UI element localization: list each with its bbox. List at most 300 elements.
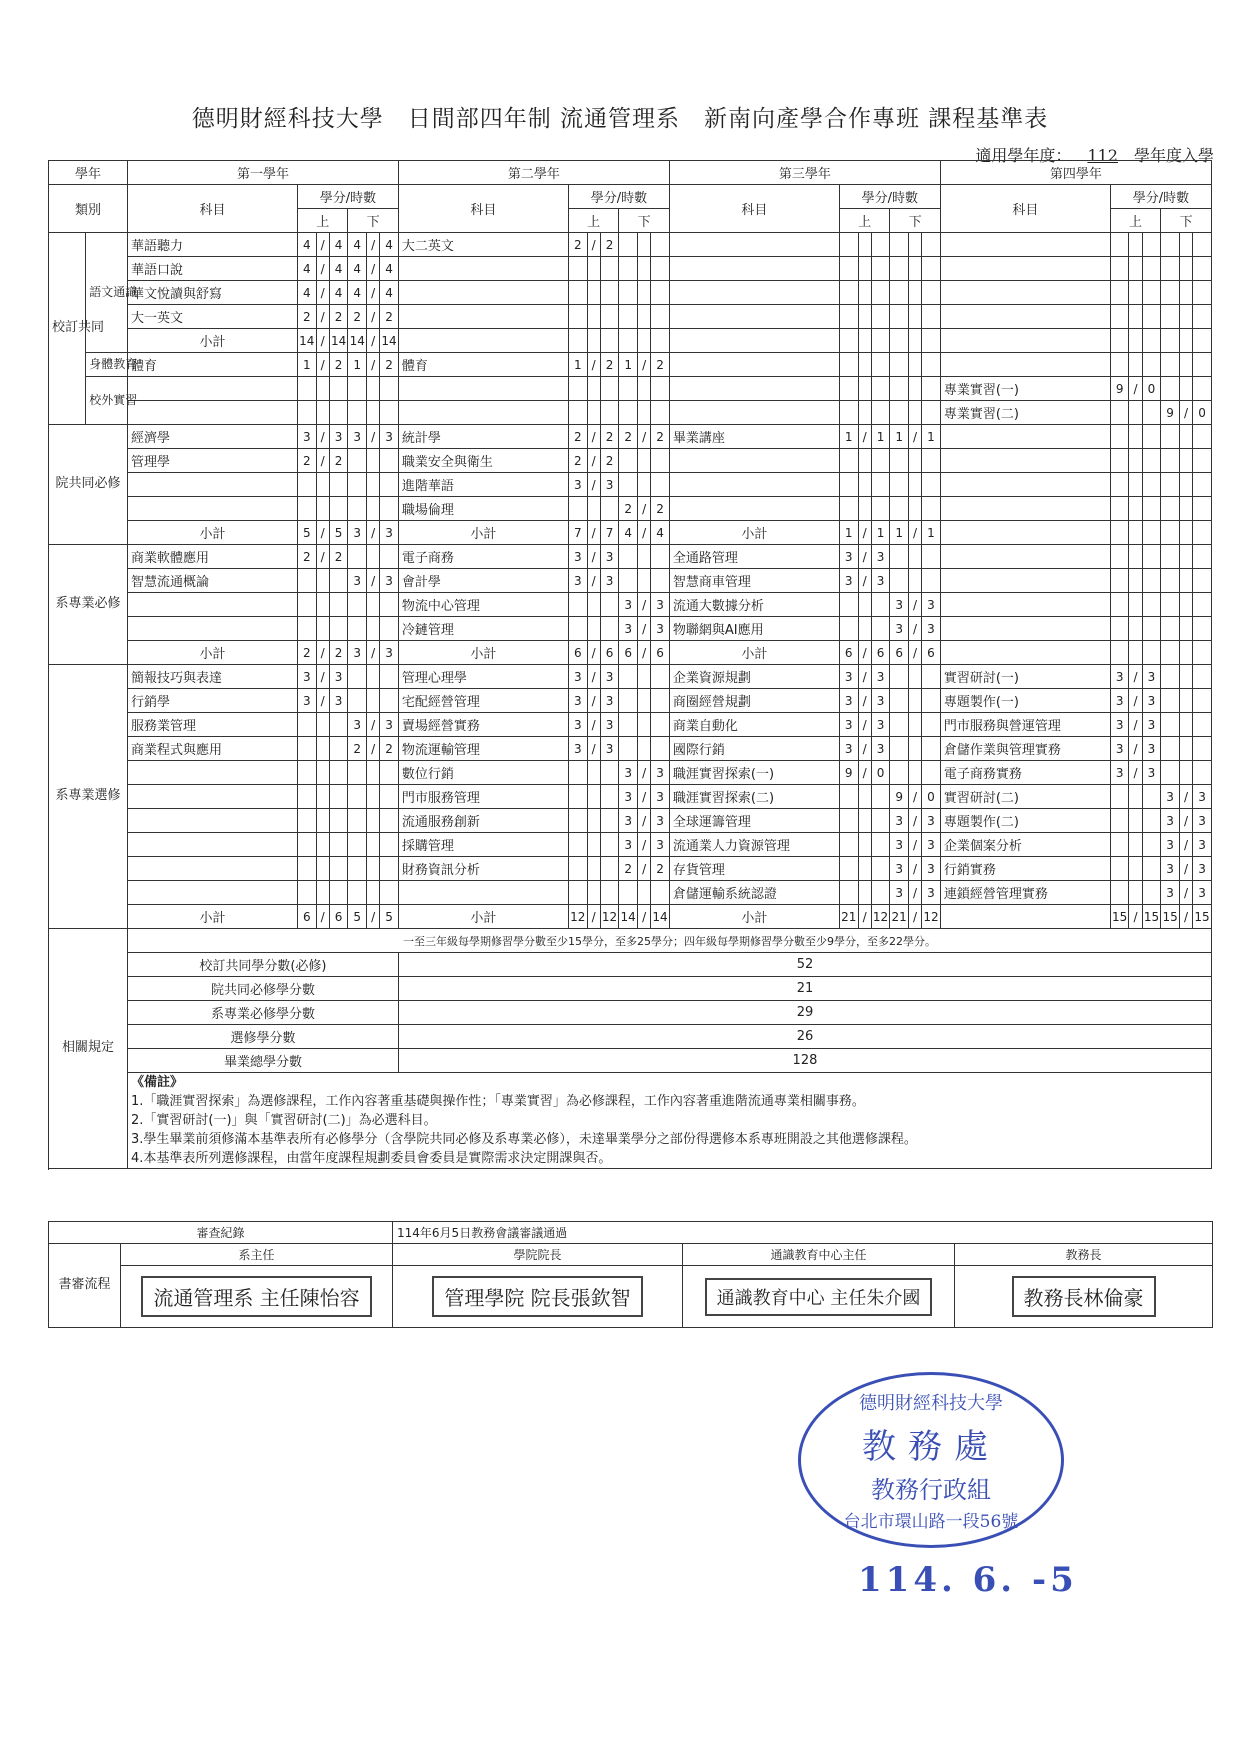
course-name: 進階華語 bbox=[398, 473, 568, 497]
hours-down: 3 bbox=[651, 833, 670, 857]
slash bbox=[908, 569, 921, 593]
course-name: 小計 bbox=[127, 521, 297, 545]
slash bbox=[1129, 641, 1142, 665]
credit-up: 1 bbox=[568, 353, 587, 377]
course-name bbox=[398, 329, 568, 353]
hours-down: 0 bbox=[1193, 401, 1212, 425]
credit-down bbox=[1161, 689, 1180, 713]
course-name bbox=[940, 281, 1110, 305]
credit-down bbox=[619, 473, 638, 497]
hours-up: 5 bbox=[329, 521, 348, 545]
review-process-label: 書審流程 bbox=[49, 1244, 121, 1328]
slash: / bbox=[587, 545, 600, 569]
slash: / bbox=[587, 737, 600, 761]
course-name bbox=[669, 329, 839, 353]
credit-down: 9 bbox=[1161, 401, 1180, 425]
hours-up bbox=[329, 785, 348, 809]
hours-up: 14 bbox=[329, 329, 348, 353]
hours-up bbox=[329, 833, 348, 857]
slash bbox=[1129, 857, 1142, 881]
course-name bbox=[940, 617, 1110, 641]
credit-up: 3 bbox=[568, 545, 587, 569]
credit-down bbox=[890, 233, 909, 257]
course-name: 經濟學 bbox=[127, 425, 297, 449]
credit-down bbox=[890, 401, 909, 425]
credit-up: 6 bbox=[839, 641, 858, 665]
slash bbox=[587, 305, 600, 329]
slash bbox=[587, 257, 600, 281]
credit-up bbox=[568, 281, 587, 305]
credit-down: 3 bbox=[890, 881, 909, 905]
slash bbox=[1129, 257, 1142, 281]
hours-down bbox=[1193, 713, 1212, 737]
slash bbox=[908, 665, 921, 689]
header-up: 上 bbox=[839, 209, 889, 233]
course-name: 門市服務與營運管理 bbox=[940, 713, 1110, 737]
course-name bbox=[127, 377, 297, 401]
course-name bbox=[669, 449, 839, 473]
credit-up bbox=[839, 497, 858, 521]
hours-down: 2 bbox=[651, 857, 670, 881]
slash bbox=[638, 737, 651, 761]
credit-down: 3 bbox=[348, 569, 367, 593]
hours-up: 7 bbox=[600, 521, 619, 545]
slash: / bbox=[858, 905, 871, 929]
slash bbox=[316, 377, 329, 401]
course-name: 實習研討(二) bbox=[940, 785, 1110, 809]
credit-up: 9 bbox=[1110, 377, 1129, 401]
slash bbox=[1179, 305, 1192, 329]
hours-up bbox=[871, 785, 890, 809]
slash bbox=[1129, 401, 1142, 425]
slash bbox=[638, 233, 651, 257]
course-name: 小計 bbox=[127, 905, 297, 929]
credit-up: 12 bbox=[568, 905, 587, 929]
hours-up: 2 bbox=[329, 641, 348, 665]
credit-up bbox=[1110, 809, 1129, 833]
credit-down bbox=[1161, 281, 1180, 305]
slash bbox=[858, 473, 871, 497]
credit-up bbox=[839, 785, 858, 809]
course-name: 連鎖經營管理實務 bbox=[940, 881, 1110, 905]
credit-down bbox=[1161, 305, 1180, 329]
credit-down bbox=[619, 713, 638, 737]
course-name: 小計 bbox=[669, 521, 839, 545]
slash bbox=[316, 737, 329, 761]
hours-down bbox=[1193, 257, 1212, 281]
hours-up: 4 bbox=[329, 281, 348, 305]
slash: / bbox=[1179, 809, 1192, 833]
course-name: 倉儲作業與管理實務 bbox=[940, 737, 1110, 761]
credit-up: 3 bbox=[297, 665, 316, 689]
hours-down bbox=[922, 353, 941, 377]
table-row bbox=[49, 473, 1212, 497]
credit-up: 3 bbox=[568, 737, 587, 761]
slash: / bbox=[587, 641, 600, 665]
hours-down: 3 bbox=[922, 833, 941, 857]
slash bbox=[1179, 641, 1192, 665]
credit-down bbox=[890, 761, 909, 785]
header-credit-hours: 學分/時數 bbox=[568, 185, 669, 209]
credit-up: 3 bbox=[1110, 665, 1129, 689]
rule-value: 29 bbox=[398, 1001, 1211, 1025]
credit-down: 21 bbox=[890, 905, 909, 929]
header-subject: 科目 bbox=[669, 185, 839, 233]
hours-down bbox=[651, 881, 670, 905]
slash bbox=[1129, 425, 1142, 449]
slash: / bbox=[638, 497, 651, 521]
slash bbox=[638, 665, 651, 689]
slash bbox=[638, 689, 651, 713]
hours-down bbox=[1193, 617, 1212, 641]
slash bbox=[908, 449, 921, 473]
credit-up: 4 bbox=[297, 257, 316, 281]
slash bbox=[587, 497, 600, 521]
hours-down: 2 bbox=[651, 497, 670, 521]
credit-down: 2 bbox=[348, 305, 367, 329]
table-row bbox=[49, 713, 1212, 737]
slash: / bbox=[316, 449, 329, 473]
course-name: 職場倫理 bbox=[398, 497, 568, 521]
course-name bbox=[669, 305, 839, 329]
slash bbox=[638, 473, 651, 497]
hours-down: 4 bbox=[380, 233, 399, 257]
credit-up: 21 bbox=[839, 905, 858, 929]
hours-up bbox=[1142, 449, 1161, 473]
hours-down bbox=[380, 497, 399, 521]
credit-down: 15 bbox=[1161, 905, 1180, 929]
hours-down: 14 bbox=[380, 329, 399, 353]
slash: / bbox=[858, 545, 871, 569]
slash bbox=[908, 401, 921, 425]
credit-up: 3 bbox=[839, 713, 858, 737]
slash: / bbox=[908, 425, 921, 449]
credit-down bbox=[1161, 521, 1180, 545]
credit-down: 3 bbox=[348, 425, 367, 449]
slash: / bbox=[367, 713, 380, 737]
course-name: 專題製作(一) bbox=[940, 689, 1110, 713]
office-seal bbox=[798, 1372, 1064, 1548]
hours-up: 3 bbox=[871, 689, 890, 713]
hours-up: 2 bbox=[600, 449, 619, 473]
slash bbox=[908, 761, 921, 785]
credit-down bbox=[890, 305, 909, 329]
slash: / bbox=[858, 641, 871, 665]
credit-up bbox=[568, 401, 587, 425]
slash bbox=[1179, 761, 1192, 785]
credit-down bbox=[619, 881, 638, 905]
hours-up: 4 bbox=[329, 233, 348, 257]
course-name bbox=[669, 497, 839, 521]
hours-up bbox=[1142, 881, 1161, 905]
slash bbox=[587, 329, 600, 353]
credit-up bbox=[297, 857, 316, 881]
credit-up bbox=[297, 593, 316, 617]
credit-up: 4 bbox=[297, 233, 316, 257]
slash bbox=[1129, 473, 1142, 497]
credit-down bbox=[890, 449, 909, 473]
slash: / bbox=[1129, 713, 1142, 737]
course-name bbox=[398, 257, 568, 281]
rule-value: 128 bbox=[398, 1049, 1211, 1073]
course-name: 採購管理 bbox=[398, 833, 568, 857]
credit-up bbox=[839, 401, 858, 425]
hours-down bbox=[922, 377, 941, 401]
course-name bbox=[940, 257, 1110, 281]
course-name bbox=[940, 425, 1110, 449]
hours-down bbox=[922, 737, 941, 761]
course-name bbox=[398, 401, 568, 425]
date-stamp: 114. 6. -5 bbox=[858, 1560, 1078, 1600]
slash: / bbox=[1129, 905, 1142, 929]
hours-up bbox=[1142, 641, 1161, 665]
hours-up bbox=[871, 833, 890, 857]
slash: / bbox=[908, 833, 921, 857]
slash bbox=[1179, 281, 1192, 305]
slash: / bbox=[316, 425, 329, 449]
slash bbox=[638, 305, 651, 329]
hours-down bbox=[922, 257, 941, 281]
slash: / bbox=[367, 353, 380, 377]
category-cell: 院共同必修 bbox=[49, 425, 128, 545]
hours-down: 3 bbox=[1193, 857, 1212, 881]
slash bbox=[858, 353, 871, 377]
slash bbox=[316, 593, 329, 617]
seal-line4: 台北市環山路一段56號 bbox=[843, 1512, 1019, 1532]
header-up: 上 bbox=[568, 209, 618, 233]
hours-down bbox=[922, 449, 941, 473]
rule-row bbox=[49, 1001, 1212, 1025]
slash bbox=[1179, 593, 1192, 617]
slash: / bbox=[316, 257, 329, 281]
slash: / bbox=[908, 857, 921, 881]
slash: / bbox=[367, 233, 380, 257]
hours-up bbox=[1142, 329, 1161, 353]
hours-up bbox=[329, 617, 348, 641]
hours-up: 3 bbox=[329, 665, 348, 689]
hours-up bbox=[1142, 617, 1161, 641]
slash: / bbox=[908, 521, 921, 545]
hours-down bbox=[1193, 473, 1212, 497]
signature-gen-ed-director: 通識教育中心 主任朱介國 bbox=[705, 1278, 933, 1316]
credit-up bbox=[1110, 521, 1129, 545]
credit-down bbox=[890, 713, 909, 737]
slash: / bbox=[638, 593, 651, 617]
credit-down bbox=[1161, 425, 1180, 449]
credit-up: 1 bbox=[297, 353, 316, 377]
credit-up: 14 bbox=[297, 329, 316, 353]
credit-down bbox=[890, 377, 909, 401]
course-name: 體育 bbox=[398, 353, 568, 377]
hours-up bbox=[871, 353, 890, 377]
slash bbox=[587, 785, 600, 809]
course-name: 行銷學 bbox=[127, 689, 297, 713]
year-value: 112 bbox=[1087, 146, 1118, 165]
course-name: 數位行銷 bbox=[398, 761, 568, 785]
slash: / bbox=[908, 881, 921, 905]
hours-down bbox=[922, 713, 941, 737]
credit-up bbox=[297, 617, 316, 641]
slash: / bbox=[908, 617, 921, 641]
slash bbox=[1129, 569, 1142, 593]
rule-label: 系專業必修學分數 bbox=[127, 1001, 398, 1025]
slash bbox=[908, 713, 921, 737]
header-credit-hours: 學分/時數 bbox=[297, 185, 398, 209]
slash: / bbox=[638, 353, 651, 377]
slash bbox=[858, 257, 871, 281]
credit-down bbox=[619, 689, 638, 713]
slash bbox=[1129, 449, 1142, 473]
slash bbox=[1129, 809, 1142, 833]
category-cell: 系專業必修 bbox=[49, 545, 128, 665]
hours-up bbox=[600, 593, 619, 617]
credit-up: 3 bbox=[1110, 761, 1129, 785]
seal-line1: 德明財經科技大學 bbox=[859, 1393, 1003, 1414]
hours-up bbox=[600, 833, 619, 857]
credit-down bbox=[1161, 665, 1180, 689]
credit-down bbox=[348, 761, 367, 785]
slash bbox=[367, 473, 380, 497]
credit-down bbox=[1161, 569, 1180, 593]
course-name bbox=[940, 353, 1110, 377]
course-name bbox=[398, 881, 568, 905]
credit-up bbox=[297, 809, 316, 833]
credit-up bbox=[297, 401, 316, 425]
slash bbox=[1179, 425, 1192, 449]
slash bbox=[638, 377, 651, 401]
credit-down bbox=[619, 449, 638, 473]
hours-up: 3 bbox=[600, 665, 619, 689]
credit-up bbox=[568, 809, 587, 833]
credit-up: 2 bbox=[297, 641, 316, 665]
header-y1: 第一學年 bbox=[127, 161, 398, 185]
slash bbox=[587, 761, 600, 785]
credit-up bbox=[1110, 785, 1129, 809]
credit-down bbox=[1161, 641, 1180, 665]
slash: / bbox=[1179, 785, 1192, 809]
course-name: 小計 bbox=[669, 905, 839, 929]
slash: / bbox=[1129, 377, 1142, 401]
subcategory-cell: 身體教育 bbox=[86, 353, 128, 377]
hours-down: 3 bbox=[651, 785, 670, 809]
hours-up: 6 bbox=[871, 641, 890, 665]
hours-up bbox=[329, 737, 348, 761]
credit-up: 1 bbox=[839, 425, 858, 449]
credit-down bbox=[890, 569, 909, 593]
slash: / bbox=[1179, 905, 1192, 929]
hours-down bbox=[651, 569, 670, 593]
table-row bbox=[49, 617, 1212, 641]
credit-down bbox=[619, 305, 638, 329]
slash: / bbox=[367, 569, 380, 593]
hours-down bbox=[922, 761, 941, 785]
slash bbox=[638, 881, 651, 905]
hours-up: 3 bbox=[329, 689, 348, 713]
credit-up: 3 bbox=[568, 689, 587, 713]
slash: / bbox=[316, 521, 329, 545]
hours-up bbox=[1142, 833, 1161, 857]
credit-up: 9 bbox=[839, 761, 858, 785]
hours-up: 12 bbox=[600, 905, 619, 929]
course-name: 電子商務實務 bbox=[940, 761, 1110, 785]
credit-down: 1 bbox=[890, 425, 909, 449]
slash: / bbox=[638, 761, 651, 785]
hours-up: 6 bbox=[600, 641, 619, 665]
course-name bbox=[940, 545, 1110, 569]
credit-up bbox=[297, 737, 316, 761]
credit-up: 1 bbox=[839, 521, 858, 545]
slash: / bbox=[367, 905, 380, 929]
credit-up bbox=[1110, 497, 1129, 521]
hours-down bbox=[922, 473, 941, 497]
hours-down bbox=[651, 233, 670, 257]
credit-up: 3 bbox=[839, 737, 858, 761]
rule-value: 21 bbox=[398, 977, 1211, 1001]
credit-down: 3 bbox=[348, 713, 367, 737]
slash bbox=[367, 377, 380, 401]
course-name: 行銷實務 bbox=[940, 857, 1110, 881]
hours-down: 12 bbox=[922, 905, 941, 929]
slash bbox=[367, 401, 380, 425]
slash bbox=[367, 449, 380, 473]
course-name: 冷鏈管理 bbox=[398, 617, 568, 641]
credit-down: 2 bbox=[348, 737, 367, 761]
credit-down: 1 bbox=[890, 521, 909, 545]
slash: / bbox=[587, 473, 600, 497]
hours-up: 2 bbox=[329, 449, 348, 473]
credit-down: 3 bbox=[619, 761, 638, 785]
credit-down: 14 bbox=[348, 329, 367, 353]
slash bbox=[1179, 377, 1192, 401]
credit-down: 5 bbox=[348, 905, 367, 929]
course-name bbox=[940, 905, 1110, 929]
hours-down bbox=[380, 785, 399, 809]
hours-down bbox=[380, 401, 399, 425]
hours-down: 2 bbox=[380, 353, 399, 377]
slash bbox=[316, 785, 329, 809]
hours-up bbox=[600, 881, 619, 905]
slash bbox=[367, 857, 380, 881]
slash bbox=[587, 881, 600, 905]
course-name bbox=[127, 497, 297, 521]
credit-down bbox=[348, 401, 367, 425]
course-name bbox=[940, 569, 1110, 593]
hours-up: 1 bbox=[871, 425, 890, 449]
table-row bbox=[49, 545, 1212, 569]
credit-up bbox=[1110, 641, 1129, 665]
slash: / bbox=[367, 257, 380, 281]
course-name bbox=[940, 593, 1110, 617]
slash: / bbox=[587, 449, 600, 473]
hours-up: 3 bbox=[600, 569, 619, 593]
hours-up bbox=[600, 617, 619, 641]
role-college-dean: 學院院長 bbox=[393, 1244, 683, 1266]
credit-down bbox=[890, 497, 909, 521]
credit-down bbox=[890, 281, 909, 305]
signature-college-dean: 管理學院 院長張欽智 bbox=[432, 1276, 642, 1317]
course-name: 國際行銷 bbox=[669, 737, 839, 761]
hours-up bbox=[329, 593, 348, 617]
credit-up bbox=[1110, 257, 1129, 281]
hours-up: 2 bbox=[600, 425, 619, 449]
course-name bbox=[669, 353, 839, 377]
hours-down bbox=[380, 449, 399, 473]
course-name: 專業實習(二) bbox=[940, 401, 1110, 425]
course-name: 企業資源規劃 bbox=[669, 665, 839, 689]
hours-down: 2 bbox=[651, 353, 670, 377]
slash: / bbox=[638, 809, 651, 833]
course-name bbox=[940, 449, 1110, 473]
